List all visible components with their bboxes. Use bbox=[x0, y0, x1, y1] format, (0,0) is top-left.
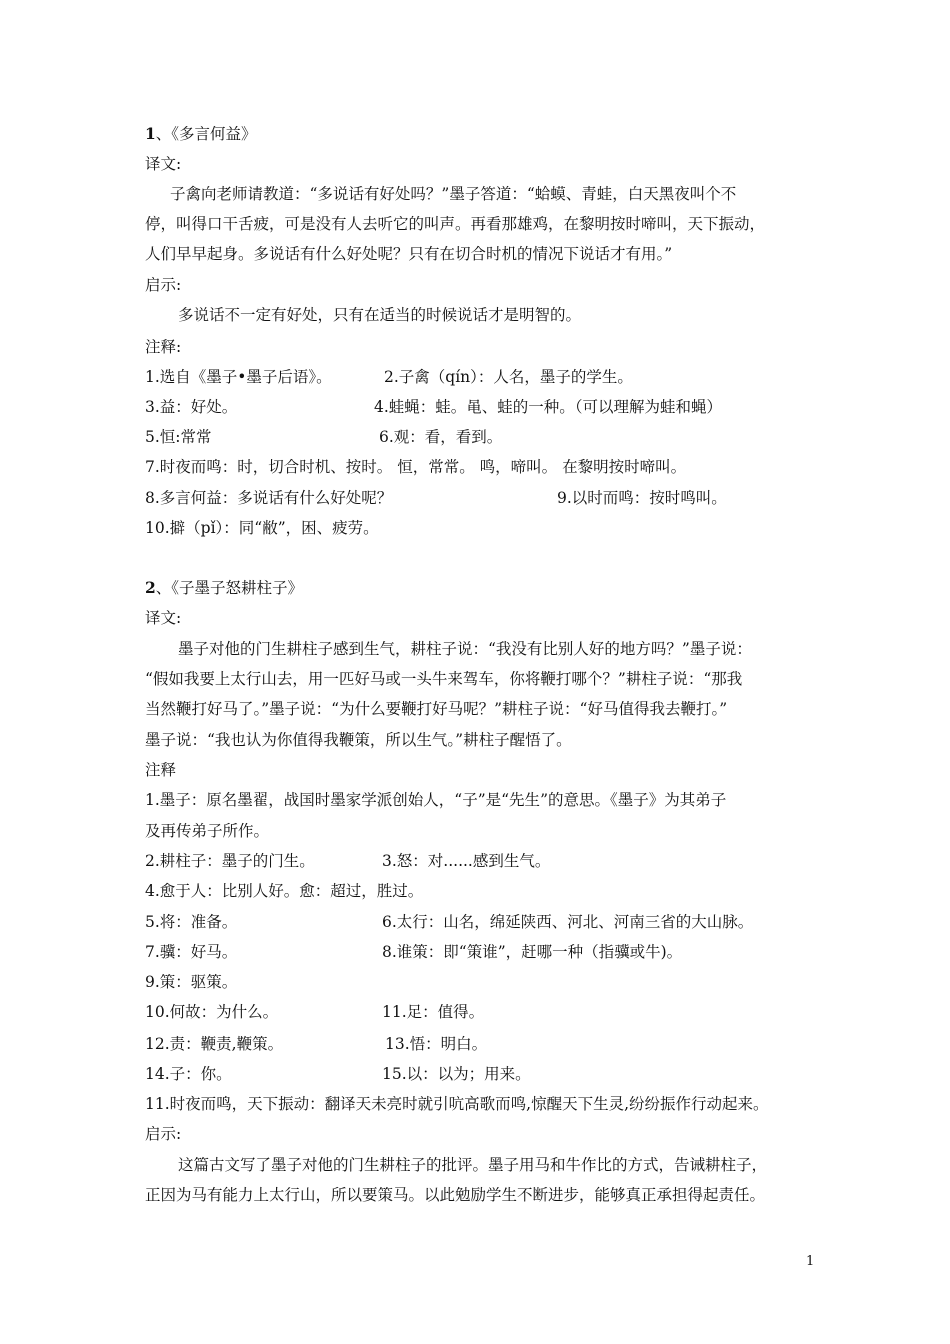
section-2-notes-label: 注释 bbox=[145, 761, 177, 779]
note-item: 6.太行：山名，绵延陕西、河北、河南三省的大山脉。 bbox=[382, 913, 754, 931]
section-1-insight-label: 启示: bbox=[145, 276, 182, 294]
section-1-translation-label: 译文: bbox=[145, 155, 182, 173]
note-item: 14.子：你。 bbox=[145, 1065, 232, 1083]
section-1-translation-line: 子禽向老师请教道：“多说话有好处吗？”墨子答道：“蛤蟆、青蛙，白天黑夜叫个不 bbox=[170, 185, 737, 203]
section-1-translation-line: 人们早早起身。多说话有什么好处呢？只有在切合时机的情况下说话才有用。” bbox=[145, 245, 673, 263]
note-item: 7.时夜而鸣：时，切合时机、按时。 恒，常常。 鸣，啼叫。 在黎明按时啼叫。 bbox=[145, 458, 687, 476]
note-item: 4.蛙蝇：蛙。黾、蛙的一种。（可以理解为蛙和蝇） bbox=[374, 398, 723, 416]
note-item: 8.多言何益：多说话有什么好处呢？ bbox=[145, 489, 393, 507]
section-2-insight-text: 正因为马有能力上太行山，所以要策马。以此勉励学生不断进步，能够真正承担得起责任。 bbox=[145, 1186, 766, 1204]
note-item: 4.愈于人：比别人好。愈：超过，胜过。 bbox=[145, 882, 424, 900]
note-item: 5.将：准备。 bbox=[145, 913, 238, 931]
section-2-insight-text: 这篇古文写了墨子对他的门生耕柱子的批评。墨子用马和牛作比的方式，告诫耕柱子， bbox=[178, 1156, 768, 1174]
note-item: 1.墨子：原名墨翟，战国时墨家学派创始人，“子”是“先生”的意思。《墨子》为其弟子 bbox=[145, 791, 727, 809]
section-2-number: 2 bbox=[145, 578, 156, 597]
section-1-notes-label: 注释: bbox=[145, 338, 182, 356]
section-2-heading bbox=[145, 578, 303, 598]
note-item: 6.观：看，看到。 bbox=[379, 428, 503, 446]
note-item: 10.擗（pǐ）：同“敝”，困、疲劳。 bbox=[145, 519, 379, 537]
section-2-translation-line: 墨子说：“我也认为你值得我鞭策，所以生气。”耕柱子醒悟了。 bbox=[145, 731, 572, 749]
note-item: 1.选自《墨子•墨子后语》。 bbox=[145, 368, 332, 386]
note-item: 11.足：值得。 bbox=[382, 1003, 485, 1021]
section-2-translation-line: 当然鞭打好马了。”墨子说：“为什么要鞭打好马呢？”耕柱子说：“好马值得我去鞭打。” bbox=[145, 700, 728, 718]
note-item: 10.何故：为什么。 bbox=[145, 1003, 279, 1021]
section-1-heading bbox=[145, 124, 257, 144]
note-item: 13.悟：明白。 bbox=[385, 1035, 488, 1053]
section-2-insight-label: 启示: bbox=[145, 1125, 182, 1143]
note-item: 及再传弟子所作。 bbox=[145, 822, 270, 840]
note-item: 7.骥：好马。 bbox=[145, 943, 238, 961]
note-item: 8.谁策：即“策谁”，赶哪一种（指骥或牛)。 bbox=[382, 943, 683, 961]
note-item: 5.恒:常常 bbox=[145, 428, 212, 446]
note-item: 9.策：驱策。 bbox=[145, 973, 238, 991]
note-item: 11.时夜而鸣，天下振动：翻译天未亮时就引吭高歌而鸣,惊醒天下生灵,纷纷振作行动起来。 bbox=[145, 1095, 769, 1113]
note-item: 15.以：以为；用来。 bbox=[382, 1065, 531, 1083]
section-1-translation-line: 停，叫得口干舌疲，可是没有人去听它的叫声。再看那雄鸡，在黎明按时啼叫，天下振动， bbox=[145, 215, 766, 233]
section-1-title: 、《多言何益》 bbox=[155, 125, 257, 143]
page-number: 1 bbox=[806, 1254, 815, 1269]
section-1-number: 1 bbox=[145, 124, 156, 143]
note-item: 9.以时而鸣：按时鸣叫。 bbox=[557, 489, 727, 507]
section-2-translation-line: “假如我要上太行山去，用一匹好马或一头牛来驾车，你将鞭打哪个？”耕柱子说：“那我 bbox=[145, 670, 743, 688]
section-1-insight-text: 多说话不一定有好处，只有在适当的时候说话才是明智的。 bbox=[178, 306, 582, 324]
note-item: 2.子禽（qín）：人名，墨子的学生。 bbox=[384, 368, 633, 386]
note-item: 2.耕柱子：墨子的门生。 bbox=[145, 852, 315, 870]
section-2-translation-label: 译文: bbox=[145, 609, 182, 627]
note-item: 12.责：鞭责,鞭策。 bbox=[145, 1035, 284, 1053]
note-item: 3.怒：对......感到生气。 bbox=[382, 852, 551, 870]
section-2-translation-line: 墨子对他的门生耕柱子感到生气，耕柱子说：“我没有比别人好的地方吗？”墨子说： bbox=[178, 640, 752, 658]
section-2-title: 、《子墨子怒耕柱子》 bbox=[155, 579, 304, 597]
note-item: 3.益：好处。 bbox=[145, 398, 238, 416]
